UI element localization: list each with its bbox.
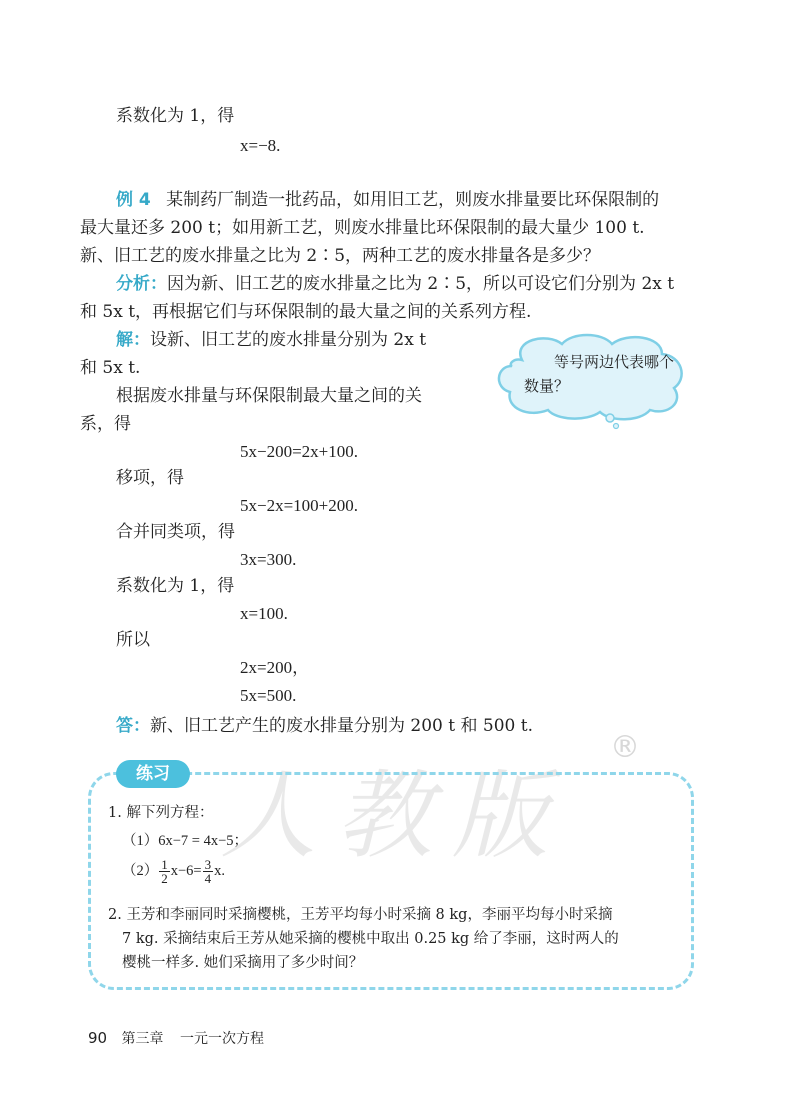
solution-line2: 和 5x t.: [80, 358, 141, 378]
solution-text: 设新、旧工艺的废水排量分别为 2x t: [150, 330, 427, 350]
fraction: [203, 858, 214, 885]
analysis-line2: 和 5x t，再根据它们与环保限制的最大量之间的关系列方程.: [80, 302, 532, 322]
answer-line: [116, 714, 533, 738]
analysis-text: 因为新、旧工艺的废水排量之比为 2∶5，所以可设它们分别为 2x t: [167, 274, 675, 294]
exercise-q1b: [122, 856, 225, 886]
publisher-watermark: 人教版: [220, 760, 568, 872]
solution-line3: 根据废水排量与环保限制最大量之间的关: [116, 386, 422, 406]
page-footer: [88, 1028, 264, 1048]
q1b-mid: x−6=: [170, 863, 202, 879]
equation: 3x=300.: [240, 550, 297, 569]
q1b-suffix: x.: [214, 863, 225, 879]
example-label: 例 4: [116, 190, 151, 210]
registered-mark-icon: ®: [610, 730, 640, 765]
example-text: 某制药厂制造一批药品，如用旧工艺，则废水排量要比环保限制的: [166, 190, 660, 210]
page-number: 90: [88, 1029, 108, 1047]
chapter-label: 第三章: [121, 1031, 164, 1047]
fraction-numerator: 3: [204, 857, 212, 873]
chapter-title: 一元一次方程: [180, 1031, 264, 1047]
q1b-prefix: （2）: [122, 863, 159, 879]
analysis-label: 分析：: [116, 274, 167, 294]
bubble-text: 等号两边代表哪个数量？: [524, 353, 675, 395]
answer-text: 新、旧工艺产生的废水排量分别为 200 t 和 500 t.: [150, 716, 533, 736]
fraction: [159, 858, 170, 885]
exercise-q1a: （1）6x−7 = 4x−5；: [122, 833, 249, 849]
solution-line4: 系，得: [80, 414, 131, 434]
solution-line1: [116, 328, 426, 352]
solution-label: 解：: [116, 330, 150, 350]
step-text: 系数化为 1，得: [116, 106, 235, 126]
step-text: 系数化为 1，得: [116, 576, 235, 596]
equation: 2x=200，: [240, 658, 310, 677]
exercise-q2-line3: 樱桃一样多. 她们采摘用了多少时间？: [122, 955, 364, 971]
exercise-q2-line2: 7 kg. 采摘结束后王芳从她采摘的樱桃中取出 0.25 kg 给了李丽，这时两人的: [122, 931, 619, 947]
step-text: 合并同类项，得: [116, 522, 235, 542]
equation: 5x=500.: [240, 686, 297, 705]
answer-label: 答：: [116, 716, 150, 736]
equation: 5x−2x=100+200.: [240, 496, 359, 515]
thought-bubble: [492, 330, 692, 420]
step-text: 移项，得: [116, 468, 184, 488]
equation: x=100.: [240, 604, 288, 623]
exercise-q2-line1: 2. 王芳和李丽同时采摘樱桃，王芳平均每小时采摘 8 kg，李丽平均每小时采摘: [108, 907, 613, 923]
analysis-line1: [116, 272, 674, 296]
step-text: 所以: [116, 630, 150, 650]
fraction-denominator: 2: [161, 871, 168, 887]
equation: x=−8.: [240, 136, 281, 155]
exercise-tag: 练习: [116, 760, 190, 788]
fraction-numerator: 1: [161, 857, 168, 873]
exercise-q1: 1. 解下列方程：: [108, 805, 214, 821]
fraction-denominator: 4: [204, 871, 212, 887]
example-4-line3: 新、旧工艺的废水排量之比为 2∶5，两种工艺的废水排量各是多少？: [80, 246, 601, 266]
example-4-line2: 最大量还多 200 t；如用新工艺，则废水排量比环保限制的最大量少 100 t.: [80, 218, 645, 238]
equation: 5x−200=2x+100.: [240, 442, 359, 461]
example-4-line1: [116, 188, 659, 212]
